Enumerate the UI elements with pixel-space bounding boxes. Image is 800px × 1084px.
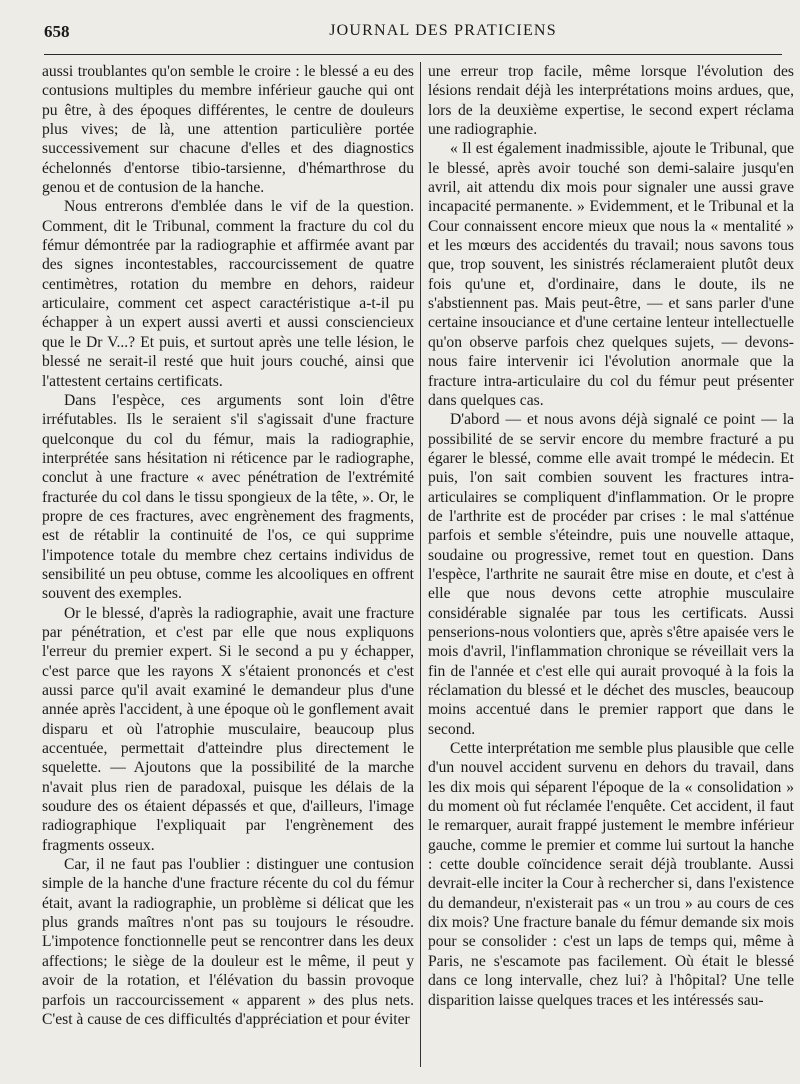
page-number: 658 <box>44 22 70 41</box>
page-header <box>44 22 782 48</box>
paragraph: aussi troublantes qu'on semble le croire : le blessé a eu des contusions multiples du membre inférieur gauche qui ont pu être, à des époques différentes, le centre de douleurs plus vives; de là, une attention particulière portée successivement sur chacune d'elles et des diagnostics échelonnés d'entorse tibio-tarsienne, d'hémarthrose du genou et de contusion de la hanche. <box>42 63 414 197</box>
paragraph: D'abord — et nous avons déjà signalé ce point — la possibilité de se servir encore du membre fracturé a pu égarer le blessé, comme elle avait trompé le médecin. Et puis, l'on sait combien souvent les fractures intra-articulaires se compliquent d'inflammation. Or le propre de l'arthrite est de procéder par crises : le mal s'atténue parfois et semble s'éteindre, puis une nouvelle attaque, soudaine ou progressive, remet tout en question. Dans l'espèce, l'arthrite ne saurait être mise en doute, et c'est à elle que nous devons cette atrophie musculaire considérable signalée par tous les certificats. Aussi penserions-nous volontiers que, après s'être apaisée vers le mois d'avril, l'inflammation chronique se réveillait vers la fin de l'année et c'est elle qui aurait provoqué à la fois la réclamation du blessé et le déchet des muscles, beaucoup moins accentué dans le premier rapport que dans le second. <box>428 411 794 738</box>
paragraph: « Il est également inadmissible, ajoute le Tribunal, que le blessé, après avoir touché son demi-salaire jusqu'en avril, ait attendu dix mois pour signaler une aussi grave incapacité permanente. » Evidemment, et le Tribunal et la Cour connaissent encore mieux que nous la « mentalité » et les mœurs des accidentés du travail; nous savons tous que, trop souvent, les sinistrés réclameraient plutôt deux fois qu'une et, d'ordinaire, dans le doute, ils ne s'abstiennent pas. Mais peut-être, — et sans parler d'une certaine insouciance et d'une certaine lenteur intellectuelle qu'on observe parfois chez quelques sujets, — devons-nous faire intervenir ici l'évolution anormale que la fracture intra-articulaire du col du fémur peut présenter dans quelques cas. <box>428 140 794 409</box>
paragraph: Nous entrerons d'emblée dans le vif de la question. Comment, dit le Tribunal, comment la fracture du col du fémur démontrée par la radiographie et affirmée avant par des signes incontestables, raccourcissement de quatre centimètres, rotation du membre en dehors, raideur articulaire, comment cet aspect caractéristique a-t-il pu échapper à un expert aussi averti et aussi consciencieux que le Dr V...? Et puis, et surtout après une telle lésion, le blessé ne serait-il resté que huit jours couché, ainsi que l'attestent certains certificats. <box>42 198 414 390</box>
right-column <box>428 62 794 1010</box>
journal-title: JOURNAL DES PRATICIENS <box>329 22 557 39</box>
header-rule <box>44 54 782 55</box>
paragraph: Dans l'espèce, ces arguments sont loin d'être irréfutables. Ils le seraient s'il s'agissait d'une fracture quelconque du col du fémur, mais la radiographie, interprétée sans hésitation ni réticence par le radiographe, conclut à une fracture « avec pénétration de l'extrémité fracturée du col dans le tissu spongieux de la tête, ». Or, le propre de ces fractures, avec engrènement des fragments, est de rétablir la continuité de l'os, ce qui supprime l'impotence totale du membre chez certains individus de sensibilité un peu obtuse, comme les alcooliques en offrent souvent des exemples. <box>42 391 414 603</box>
paragraph: Car, il ne faut pas l'oublier : distinguer une contusion simple de la hanche d'une fracture récente du col du fémur était, avant la radiographie, un problème si délicat que les plus grands maîtres n'ont pas su toujours le résoudre. L'impotence fonctionnelle peut se rencontrer dans les deux affections; le siège de la douleur est le même, il peut y avoir de la rotation, et l'élévation du bassin provoque parfois un raccourcissement « apparent » des plus nets. C'est à cause de ces difficultés d'appréciation et pour éviter <box>42 856 414 1028</box>
paragraph: Cette interprétation me semble plus plausible que celle d'un nouvel accident survenu en dehors du travail, dans les dix mois qui séparent l'époque de la « consolidation » du moment où fut réclamée l'enquête. Cet accident, il faut le remarquer, aurait frappé justement le membre inférieur gauche, comme le premier et comme lui surtout la hanche : cette double coïncidence serait déjà troublante. Aussi devrait-elle inciter la Cour à rechercher si, dans l'existence du demandeur, n'existerait pas « un trou » au cours de ces dix mois? Une fracture banale du fémur demande six mois pour se consolider : c'est un laps de temps qui, même à Paris, ne s'escamote pas facilement. Où était le blessé dans ce long intervalle, chez lui? à l'hôpital? Une telle disparition laisse quelques traces et les intéressés sau- <box>428 740 794 1009</box>
column-divider <box>420 62 421 1067</box>
paragraph: une erreur trop facile, même lorsque l'évolution des lésions rendait déjà les interprétations moins ardues, que, lors de la deuxième expertise, le second expert réclama une radiographie. <box>428 63 794 139</box>
left-column <box>42 62 414 1029</box>
paragraph: Or le blessé, d'après la radiographie, avait une fracture par pénétration, et c'est par elle que nous expliquons l'erreur du premier expert. Si le second a pu y échapper, c'est parce que les rayons X s'étaient prononcés et c'est aussi parce qu'il avait examiné le demandeur plus d'une année après l'accident, à une époque où le gonflement avait disparu et où l'atrophie musculaire, beaucoup plus accentuée, permettait d'atteindre plus directement le squelette. — Ajoutons que la possibilité de la marche n'avait plus rien de paradoxal, puisque les délais de la soudure des os étaient dépassés et que, d'ailleurs, l'image radiographique l'expliquait par l'engrènement des fragments osseux. <box>42 604 414 854</box>
